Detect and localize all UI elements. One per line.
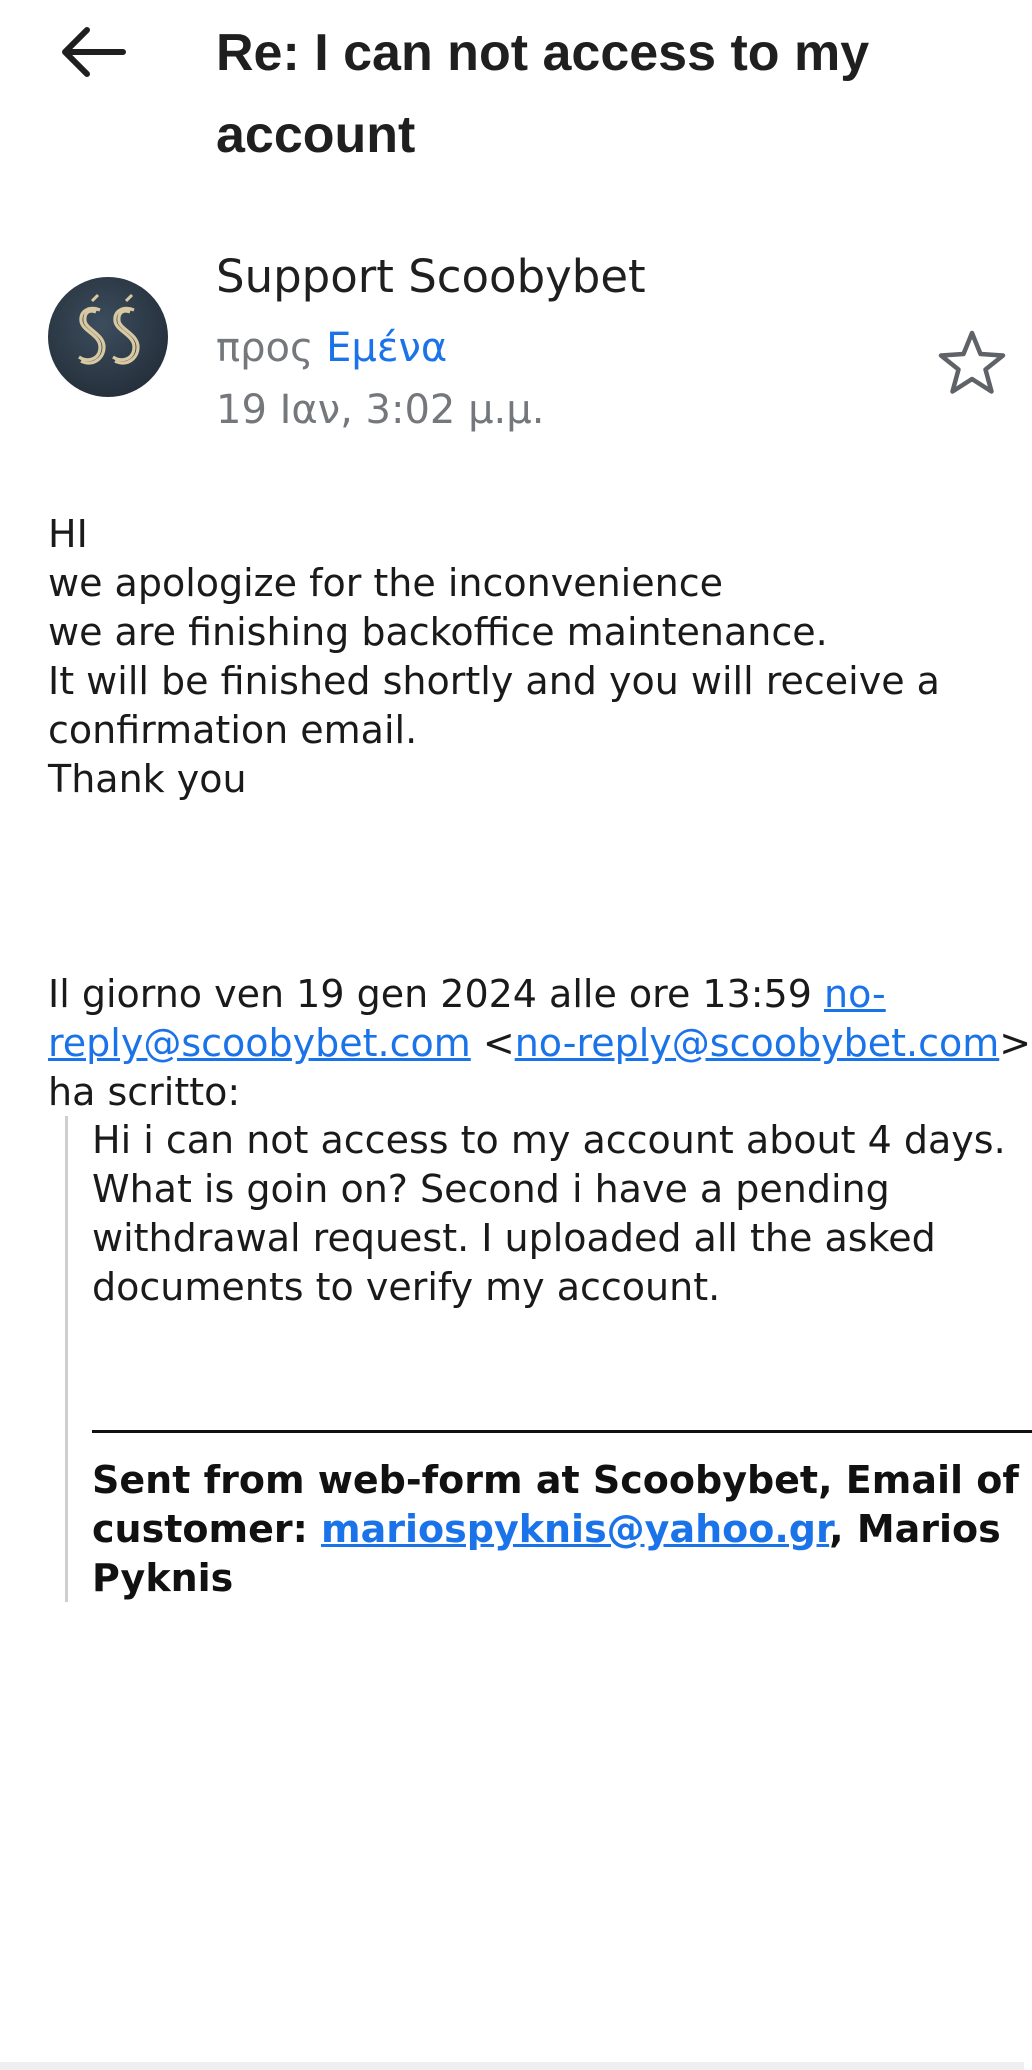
scoobybet-logo — [48, 277, 168, 397]
bottom-edge — [0, 2062, 1024, 2070]
to-prefix: προς — [216, 325, 314, 371]
email-body — [48, 510, 1008, 804]
quoted-message — [65, 1116, 1027, 1602]
customer-name-part: , Marios — [829, 1507, 1001, 1551]
customer-email-link[interactable]: mariospyknis@yahoo.gr — [321, 1507, 830, 1551]
quoted-line: withdrawal request. I uploaded all the asked — [92, 1216, 936, 1260]
body-line: we are finishing backoffice maintenance. — [48, 610, 828, 654]
email-header — [0, 0, 1024, 190]
quoted-line: documents to verify my account. — [92, 1265, 721, 1309]
quote-attribution — [48, 970, 1032, 1117]
wrote-label: ha scritto: — [48, 1070, 241, 1114]
sender-email-link-full[interactable]: no-reply@scoobybet.com — [514, 1021, 1000, 1065]
quoted-line: What is goin on? Second i have a pending — [92, 1167, 890, 1211]
signature-line-3: Pyknis — [92, 1556, 234, 1600]
sender-email-link[interactable]: reply@scoobybet.com — [48, 1021, 471, 1065]
body-line: we apologize for the inconvenience — [48, 561, 723, 605]
recipient-line — [216, 323, 447, 373]
signature-line-2 — [92, 1505, 1032, 1554]
recipient-me[interactable]: Εμένα — [326, 325, 448, 371]
quoted-text — [92, 1116, 1032, 1312]
divider — [92, 1430, 1032, 1433]
star-button[interactable] — [934, 325, 1010, 401]
quote-attribution-line-1 — [48, 970, 1028, 1019]
bracket-close: > — [999, 1021, 1032, 1065]
email-date: 19 Ιαν, 3:02 μ.μ. — [216, 387, 545, 433]
star-outline-icon — [937, 329, 1007, 397]
sender-name[interactable]: Support Scoobybet — [216, 250, 646, 303]
customer-label: customer: — [92, 1507, 322, 1551]
bracket-open: < — [470, 1021, 515, 1065]
subject-line-2: account — [216, 106, 416, 164]
web-form-signature — [92, 1456, 1032, 1603]
attribution-text: Il giorno ven 19 gen 2024 alle ore 13:59 — [48, 972, 824, 1016]
back-button[interactable] — [52, 18, 132, 86]
body-line: Thank you — [48, 757, 247, 801]
sender-email-link[interactable]: no- — [824, 972, 886, 1016]
body-line: confirmation email. — [48, 708, 418, 752]
body-line: It will be finished shortly and you will receive a — [48, 659, 940, 703]
quote-attribution-line-2 — [48, 1019, 1032, 1068]
arrow-left-icon — [59, 27, 125, 77]
body-line: HI — [48, 512, 88, 556]
quoted-line: Hi i can not access to my account about 4 days. — [92, 1118, 1006, 1162]
sender-avatar[interactable] — [48, 277, 168, 397]
sender-info — [0, 245, 1024, 445]
email-subject — [216, 12, 996, 176]
subject-line-1: Re: I can not access to my — [216, 24, 870, 82]
signature-line-1: Sent from web-form at Scoobybet, Email of — [92, 1458, 1019, 1502]
